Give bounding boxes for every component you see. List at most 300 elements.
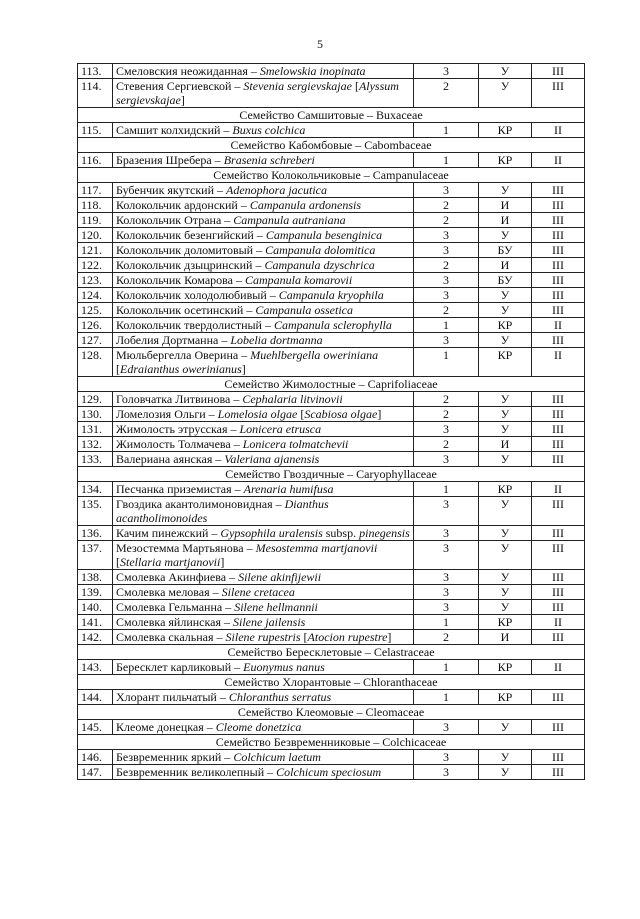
row-number: 134.: [78, 482, 113, 497]
category: 3: [414, 228, 479, 243]
russian-name: Бразения Шребера –: [116, 153, 224, 167]
category: 2: [414, 213, 479, 228]
russian-name: Колокольчик дзыцринский –: [116, 258, 265, 272]
category: 2: [414, 79, 479, 108]
category: 1: [414, 660, 479, 675]
category: 1: [414, 348, 479, 377]
species-row: [78, 318, 585, 333]
species-name: [113, 720, 414, 735]
latin-name: Cleome donetzica: [215, 720, 302, 734]
species-table: [77, 63, 585, 780]
row-number: 124.: [78, 288, 113, 303]
rarity-class: III: [532, 243, 585, 258]
species-name: [113, 153, 414, 168]
rarity-class: III: [532, 720, 585, 735]
rarity-class: III: [532, 407, 585, 422]
status: КР: [479, 690, 532, 705]
species-row: [78, 392, 585, 407]
russian-name: Мюльбергелла Оверина –: [116, 348, 251, 362]
species-name: [113, 318, 414, 333]
species-name: Мезостемма Мартьянова – Mesostemma martjanovii [Stellaria martjanovii]: [113, 541, 414, 570]
row-number: 130.: [78, 407, 113, 422]
latin-name: Colchicum laetum: [233, 750, 321, 764]
latin-name: Campanula dzyschrica: [264, 258, 375, 272]
row-number: 144.: [78, 690, 113, 705]
latin-name: Valeriana ajanensis: [224, 452, 320, 466]
rarity-class: III: [532, 585, 585, 600]
russian-name: Смолевка меловая –: [116, 585, 222, 599]
species-row: [78, 213, 585, 228]
russian-name: Колокольчик безенгийский –: [116, 228, 266, 242]
rarity-class: III: [532, 452, 585, 467]
row-number: 114.: [78, 79, 113, 108]
category: 2: [414, 407, 479, 422]
status: БУ: [479, 243, 532, 258]
row-number: 118.: [78, 198, 113, 213]
russian-name: Колокольчик твердолистный –: [116, 318, 274, 332]
russian-name: Валериана аянская –: [116, 452, 225, 466]
status: У: [479, 750, 532, 765]
species-row: [78, 630, 585, 645]
category: 3: [414, 273, 479, 288]
latin-name: Lobelia dortmanna: [230, 333, 323, 347]
rarity-class: III: [532, 64, 585, 79]
status: У: [479, 333, 532, 348]
species-name: [113, 615, 414, 630]
status: У: [479, 228, 532, 243]
latin-name: Brasenia schreberi: [223, 153, 315, 167]
status: У: [479, 452, 532, 467]
latin-name: Campanula dolomitica: [265, 243, 376, 257]
russian-name: Колокольчик ардонский –: [116, 198, 250, 212]
status: У: [479, 765, 532, 780]
species-row: [78, 243, 585, 258]
russian-name: Стевения Сергиевской –: [116, 79, 244, 93]
russian-name: Смолевка скальная –: [116, 630, 226, 644]
row-number: 136.: [78, 526, 113, 541]
latin-name: Campanula ardonensis: [249, 198, 362, 212]
status: БУ: [479, 273, 532, 288]
status: КР: [479, 482, 532, 497]
latin-name: Muehlbergella oweriniana: [250, 348, 379, 362]
synonym-name: Alyssum sergievskajae: [116, 79, 399, 107]
russian-name: Безвременник великолепный –: [116, 765, 277, 779]
row-number: 116.: [78, 153, 113, 168]
russian-name: Безвременник яркий –: [116, 750, 234, 764]
rarity-class: III: [532, 213, 585, 228]
species-row: [78, 288, 585, 303]
species-name: [113, 660, 414, 675]
latin-name: Lomelosia olgae: [217, 407, 298, 421]
species-name: [113, 123, 414, 138]
row-number: 139.: [78, 585, 113, 600]
species-name: [113, 600, 414, 615]
rarity-class: III: [532, 228, 585, 243]
category: 3: [414, 526, 479, 541]
rarity-class: II: [532, 123, 585, 138]
row-number: 122.: [78, 258, 113, 273]
species-row: [78, 585, 585, 600]
rarity-class: III: [532, 541, 585, 570]
species-name: [113, 585, 414, 600]
family-row: [78, 467, 585, 482]
russian-name: Колокольчик осетинский –: [116, 303, 256, 317]
rarity-class: III: [532, 288, 585, 303]
species-name: [113, 765, 414, 780]
latin-name: Silene rupestris: [225, 630, 301, 644]
russian-name: Смолевка Акинфиева –: [116, 570, 239, 584]
row-number: 132.: [78, 437, 113, 452]
species-row: [78, 79, 585, 108]
species-row: [78, 765, 585, 780]
row-number: 129.: [78, 392, 113, 407]
species-name: Ломелозия Ольги – Lomelosia olgae [Scabiosa olgae]: [113, 407, 414, 422]
category: 3: [414, 750, 479, 765]
latin-name: Adenophora jacutica: [226, 183, 327, 197]
rarity-class: III: [532, 273, 585, 288]
rarity-class: III: [532, 303, 585, 318]
russian-name: Лобелия Дортманна –: [116, 333, 231, 347]
rarity-class: III: [532, 570, 585, 585]
row-number: 142.: [78, 630, 113, 645]
russian-name: Смеловския неожиданная –: [116, 64, 260, 78]
synonym-name: Stellaria martjanovii: [120, 555, 221, 569]
family-row: [78, 705, 585, 720]
synonym-name: Scabiosa olgae: [304, 407, 378, 421]
row-number: 113.: [78, 64, 113, 79]
species-row: [78, 198, 585, 213]
russian-name: Гвоздика акантолимоновидная –: [116, 497, 285, 511]
row-number: 115.: [78, 123, 113, 138]
status: У: [479, 585, 532, 600]
row-number: 126.: [78, 318, 113, 333]
russian-name: Клеоме донецкая –: [116, 720, 216, 734]
rarity-class: III: [532, 630, 585, 645]
row-number: 120.: [78, 228, 113, 243]
species-name: [113, 273, 414, 288]
category: 3: [414, 288, 479, 303]
latin-name: Dianthus acantholimonoides: [116, 497, 329, 525]
species-name: [113, 198, 414, 213]
status: И: [479, 198, 532, 213]
species-row: [78, 750, 585, 765]
category: 3: [414, 422, 479, 437]
page-number: 5: [317, 37, 323, 51]
category: 2: [414, 303, 479, 318]
rarity-class: III: [532, 198, 585, 213]
status: И: [479, 437, 532, 452]
species-row: [78, 570, 585, 585]
russian-name: Жимолость этрусская –: [116, 422, 240, 436]
species-name: [113, 64, 414, 79]
species-row: [78, 422, 585, 437]
status: И: [479, 213, 532, 228]
status: У: [479, 570, 532, 585]
latin-name: Cephalaria litvinovii: [242, 392, 343, 406]
species-name: Смолевка скальная – Silene rupestris [Atocion rupestre]: [113, 630, 414, 645]
synonym-name: Atocion rupestre: [307, 630, 388, 644]
status: И: [479, 630, 532, 645]
category: 1: [414, 123, 479, 138]
family-row: [78, 377, 585, 392]
rarity-class: III: [532, 497, 585, 526]
category: 3: [414, 570, 479, 585]
status: У: [479, 526, 532, 541]
rarity-class: III: [532, 183, 585, 198]
category: 3: [414, 720, 479, 735]
rarity-class: III: [532, 750, 585, 765]
family-name: Семейство Бересклетовые – Celastraceae: [78, 645, 585, 660]
species-name: [113, 422, 414, 437]
latin-name: Chloranthus serratus: [228, 690, 332, 704]
rarity-class: III: [532, 437, 585, 452]
status: У: [479, 303, 532, 318]
family-name: Семейство Жимолостные – Caprifoliaceae: [78, 377, 585, 392]
rarity-class: II: [532, 153, 585, 168]
rarity-class: III: [532, 526, 585, 541]
rarity-class: III: [532, 765, 585, 780]
category: 2: [414, 392, 479, 407]
russian-name: Песчанка приземистая –: [116, 482, 244, 496]
latin-name: Gypsophila uralensis: [220, 526, 323, 540]
subspecies-name: pinegensis: [359, 526, 410, 540]
category: 1: [414, 318, 479, 333]
row-number: 146.: [78, 750, 113, 765]
species-row: [78, 541, 585, 570]
russian-name: Смолевка Гельманна –: [116, 600, 235, 614]
latin-name: Silene jailensis: [233, 615, 306, 629]
russian-name: Смолевка яйлинская –: [116, 615, 233, 629]
species-name: [113, 497, 414, 526]
family-name: Семейство Колокольчиковые – Campanulaceae: [78, 168, 585, 183]
rarity-class: III: [532, 600, 585, 615]
synonym-name: Edraianthus owerinianus: [120, 362, 242, 376]
category: 2: [414, 630, 479, 645]
category: 3: [414, 585, 479, 600]
species-name: [113, 482, 414, 497]
russian-name: Головчатка Литвинова –: [116, 392, 243, 406]
species-name: [113, 303, 414, 318]
row-number: 125.: [78, 303, 113, 318]
russian-name: Колокольчик Отрана –: [116, 213, 234, 227]
category: 3: [414, 243, 479, 258]
status: КР: [479, 318, 532, 333]
russian-name: Бубенчик якутский –: [116, 183, 226, 197]
russian-name: Колокольчик Комарова –: [116, 273, 245, 287]
row-number: 121.: [78, 243, 113, 258]
row-number: 138.: [78, 570, 113, 585]
latin-name: Smelowskia inopinata: [259, 64, 366, 78]
family-name: Семейство Хлорантовые – Chloranthaceae: [78, 675, 585, 690]
species-row: [78, 273, 585, 288]
species-name: [113, 228, 414, 243]
species-name: [113, 183, 414, 198]
rarity-class: III: [532, 392, 585, 407]
rarity-class: III: [532, 422, 585, 437]
row-number: 147.: [78, 765, 113, 780]
species-name: [113, 452, 414, 467]
rarity-class: II: [532, 482, 585, 497]
species-row: [78, 497, 585, 526]
status: У: [479, 79, 532, 108]
species-row: [78, 348, 585, 377]
row-number: 145.: [78, 720, 113, 735]
family-row: [78, 735, 585, 750]
family-row: [78, 645, 585, 660]
category: 3: [414, 497, 479, 526]
russian-name: Колокольчик доломитовый –: [116, 243, 266, 257]
family-name: Семейство Безвременниковые – Colchicaceae: [78, 735, 585, 750]
rarity-class: III: [532, 333, 585, 348]
category: 3: [414, 600, 479, 615]
species-row: [78, 600, 585, 615]
species-name: [113, 333, 414, 348]
status: У: [479, 64, 532, 79]
status: КР: [479, 153, 532, 168]
rarity-class: II: [532, 660, 585, 675]
status: У: [479, 600, 532, 615]
row-number: 133.: [78, 452, 113, 467]
category: 1: [414, 482, 479, 497]
species-name: [113, 213, 414, 228]
rarity-class: III: [532, 79, 585, 108]
status: У: [479, 392, 532, 407]
category: 3: [414, 541, 479, 570]
species-row: [78, 183, 585, 198]
status: КР: [479, 123, 532, 138]
row-number: 140.: [78, 600, 113, 615]
family-name: Семейство Кабомбовые – Cabombaceae: [78, 138, 585, 153]
russian-name: Ломелозия Ольги –: [116, 407, 218, 421]
latin-name: Campanula ossetica: [255, 303, 353, 317]
russian-name: Жимолость Толмачева –: [116, 437, 243, 451]
russian-name: Хлорант пильчатый –: [116, 690, 229, 704]
latin-name: Campanula besenginica: [265, 228, 383, 242]
species-row: [78, 153, 585, 168]
species-row: [78, 258, 585, 273]
latin-name: Silene cretacea: [221, 585, 295, 599]
species-row: [78, 333, 585, 348]
family-row: [78, 168, 585, 183]
species-name: [113, 288, 414, 303]
row-number: 127.: [78, 333, 113, 348]
category: 1: [414, 615, 479, 630]
species-row: [78, 615, 585, 630]
category: 3: [414, 183, 479, 198]
rarity-class: II: [532, 318, 585, 333]
rarity-class: II: [532, 615, 585, 630]
species-row: [78, 407, 585, 422]
status: У: [479, 407, 532, 422]
category: 2: [414, 437, 479, 452]
row-number: 119.: [78, 213, 113, 228]
family-row: [78, 138, 585, 153]
russian-name: Мезостемма Мартьянова –: [116, 541, 256, 555]
family-row: [78, 108, 585, 123]
species-row: [78, 123, 585, 138]
family-name: Семейство Гвоздичные – Caryophyllaceae: [78, 467, 585, 482]
row-number: 131.: [78, 422, 113, 437]
species-row: [78, 690, 585, 705]
latin-name: Colchicum speciosum: [276, 765, 382, 779]
russian-name: Колокольчик холодолюбивый –: [116, 288, 279, 302]
status: КР: [479, 348, 532, 377]
status: КР: [479, 615, 532, 630]
status: У: [479, 288, 532, 303]
species-row: [78, 720, 585, 735]
status: У: [479, 497, 532, 526]
latin-name: Campanula autraniana: [233, 213, 346, 227]
latin-name: Lonicera tolmatchevii: [242, 437, 349, 451]
species-name: [113, 570, 414, 585]
row-number: 117.: [78, 183, 113, 198]
category: 3: [414, 333, 479, 348]
category: 1: [414, 690, 479, 705]
row-number: 137.: [78, 541, 113, 570]
species-row: [78, 482, 585, 497]
latin-name: Campanula sclerophylla: [273, 318, 392, 332]
row-number: 123.: [78, 273, 113, 288]
latin-name: Buxus colchica: [232, 123, 306, 137]
row-number: 128.: [78, 348, 113, 377]
latin-name: Campanula kryophila: [278, 288, 384, 302]
status: И: [479, 258, 532, 273]
category: 2: [414, 198, 479, 213]
latin-name: Euonymus nanus: [243, 660, 325, 674]
species-name: Мюльбергелла Оверина – Muehlbergella oweriniana [Edraianthus owerinianus]: [113, 348, 414, 377]
species-row: [78, 303, 585, 318]
species-row: [78, 64, 585, 79]
row-number: 141.: [78, 615, 113, 630]
row-number: 135.: [78, 497, 113, 526]
species-name: [113, 392, 414, 407]
species-name: [113, 690, 414, 705]
status: У: [479, 422, 532, 437]
latin-name: Campanula komarovii: [244, 273, 353, 287]
latin-name: Stevenia sergievskajae: [243, 79, 352, 93]
species-row: [78, 437, 585, 452]
species-name: [113, 437, 414, 452]
latin-name: Arenaria humifusa: [243, 482, 334, 496]
status: У: [479, 541, 532, 570]
russian-name: Самшит колхидский –: [116, 123, 233, 137]
category: 3: [414, 64, 479, 79]
status: КР: [479, 660, 532, 675]
status: У: [479, 183, 532, 198]
category: 3: [414, 452, 479, 467]
latin-name: Silene akinfijewii: [238, 570, 322, 584]
rarity-class: III: [532, 690, 585, 705]
latin-name: Silene hellmannii: [234, 600, 318, 614]
species-name: [113, 243, 414, 258]
rarity-class: III: [532, 258, 585, 273]
subspecies-marker: subsp.: [322, 526, 360, 540]
family-name: Семейство Самшитовые – Buxaceae: [78, 108, 585, 123]
category: 3: [414, 765, 479, 780]
latin-name: Lonicera etrusca: [239, 422, 322, 436]
latin-name: Mesostemma martjanovii: [255, 541, 378, 555]
species-row: [78, 660, 585, 675]
russian-name: Бересклет карликовый –: [116, 660, 244, 674]
family-name: Семейство Клеомовые – Cleomaceae: [78, 705, 585, 720]
species-row: [78, 526, 585, 541]
russian-name: Качим пинежский –: [116, 526, 221, 540]
category: 1: [414, 153, 479, 168]
species-name: [113, 750, 414, 765]
row-number: 143.: [78, 660, 113, 675]
category: 2: [414, 258, 479, 273]
rarity-class: II: [532, 348, 585, 377]
